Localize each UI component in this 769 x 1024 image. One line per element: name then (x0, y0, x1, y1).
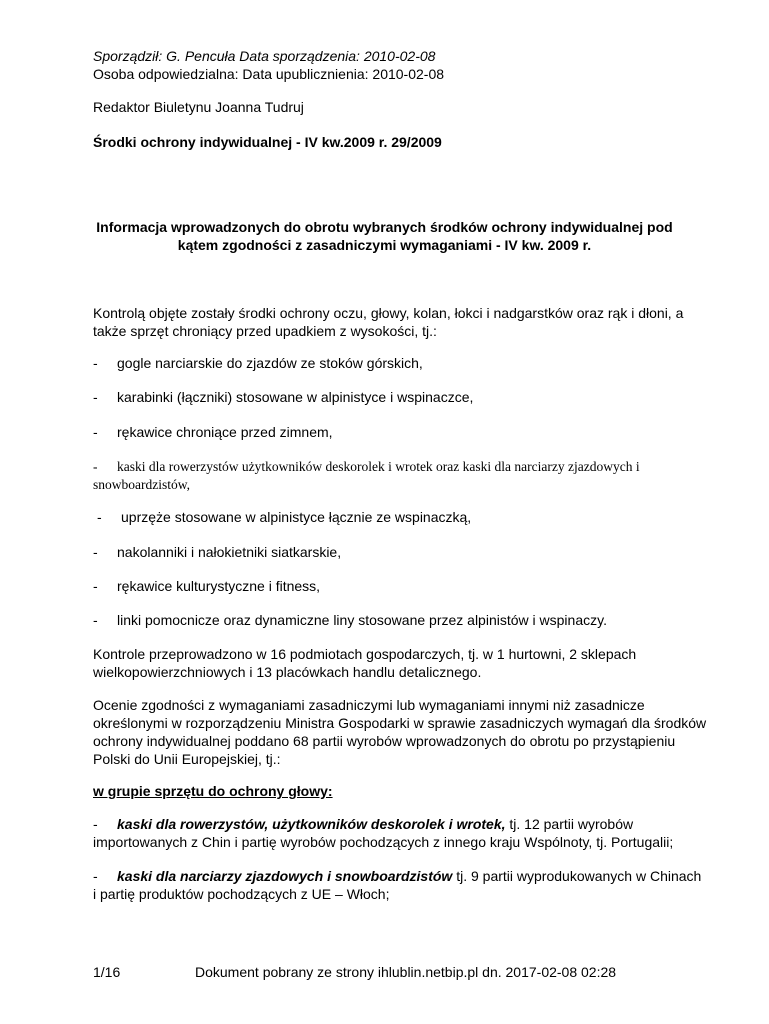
group-item (93, 867, 701, 885)
list-item (93, 543, 341, 561)
document-topic: Środki ochrony indywidualnej - IV kw.2009 r. 29/2009 (93, 134, 442, 150)
group-item-bold: kaski dla narciarzy zjazdowych i snowboardzistów (117, 868, 453, 884)
list-item-text: kaski dla rowerzystów użytkowników deskorolek i wrotek oraz kaski dla narciarzy zjazdowych i (117, 459, 640, 474)
bulletin-editor: Redaktor Biuletynu Joanna Tudruj (93, 99, 304, 115)
list-item-text: gogle narciarskie do zjazdów ze stoków górskich, (117, 355, 423, 371)
group-item-text: tj. 9 partii wyprodukowanych w Chinach (452, 868, 702, 884)
page-number: 1/16 (93, 964, 121, 980)
controls-line-2: wielkopowierzchniowych i 13 placówkach handlu detalicznego. (93, 664, 482, 680)
list-dash: - (93, 544, 98, 560)
controls-line-1: Kontrole przeprowadzono w 16 podmiotach gospodarczych, tj. w 1 hurtowni, 2 sklepach (93, 646, 637, 662)
group-item-continuation: i partię produktów pochodzących z UE – Włoch; (93, 886, 390, 902)
intro-line-1: Kontrolą objęte zostały środki ochrony oczu, głowy, kolan, łokci i nadgarstków oraz rąk i dłoni, a (93, 305, 684, 321)
list-dash: - (93, 816, 98, 832)
list-dash: - (93, 612, 98, 628)
list-dash: - (93, 868, 98, 884)
list-dash: - (93, 355, 98, 371)
list-dash: - (93, 459, 98, 474)
list-dash: - (97, 509, 102, 525)
document-title-line-2: kątem zgodności z zasadniczymi wymaganiami - IV kw. 2009 r. (177, 237, 592, 253)
prepared-by: Sporządził: G. Pencuła Data sporządzenia: 2010-02-08 (93, 48, 436, 64)
document-title-line-1: Informacja wprowadzonych do obrotu wybranych środków ochrony indywidualnej pod (96, 219, 673, 235)
assessment-line-2: określonymi w rozporządzeniu Ministra Gospodarki w sprawie zasadniczych wymagań dla środków (93, 715, 707, 731)
list-item-continuation: snowboardzistów, (93, 477, 190, 492)
list-dash: - (93, 424, 98, 440)
list-item-text: karabinki (łączniki) stosowane w alpinistyce i wspinaczce, (117, 389, 474, 405)
list-dash: - (93, 578, 98, 594)
list-item (93, 354, 423, 372)
list-item (93, 611, 607, 629)
responsible-person: Osoba odpowiedzialna: Data upublicznienia: 2010-02-08 (93, 66, 445, 82)
list-item (93, 577, 320, 595)
list-item-text: rękawice chroniące przed zimnem, (117, 424, 333, 440)
assessment-line-1: Ocenie zgodności z wymaganiami zasadniczymi lub wymaganiami innymi niż zasadnicze (93, 697, 645, 713)
intro-line-2: także sprzęt chroniący przed upadkiem z wysokości, tj.: (93, 323, 437, 339)
list-item-text: nakolanniki i nałokietniki siatkarskie, (117, 544, 342, 560)
assessment-line-4: Polski do Unii Europejskiej, tj.: (93, 751, 281, 767)
group-item-continuation: importowanych z Chin i partię wyrobów pochodzących z innego kraju Wspólnoty, tj. Portugalii; (93, 834, 674, 850)
list-item-text: linki pomocnicze oraz dynamiczne liny stosowane przez alpinistów i wspinaczy. (117, 612, 607, 628)
list-item-text: uprzęże stosowane w alpinistyce łącznie ze wspinaczką, (121, 509, 472, 525)
list-item (93, 458, 640, 476)
group-item (93, 815, 633, 833)
assessment-line-3: ochrony indywidualnej poddano 68 partii wyrobów wprowadzonych do obrotu po przystąpieniu (93, 733, 676, 749)
group-heading: w grupie sprzętu do ochrony głowy: (93, 783, 333, 799)
download-source: Dokument pobrany ze strony ihlublin.netbip.pl dn. 2017-02-08 02:28 (195, 964, 617, 980)
list-item (93, 388, 473, 406)
group-item-text: tj. 12 partii wyrobów (505, 816, 634, 832)
list-dash: - (93, 389, 98, 405)
list-item-text: rękawice kulturystyczne i fitness, (117, 578, 321, 594)
list-item (93, 423, 333, 441)
group-item-bold: kaski dla rowerzystów, użytkowników deskorolek i wrotek, (117, 816, 506, 832)
list-item (97, 508, 471, 526)
